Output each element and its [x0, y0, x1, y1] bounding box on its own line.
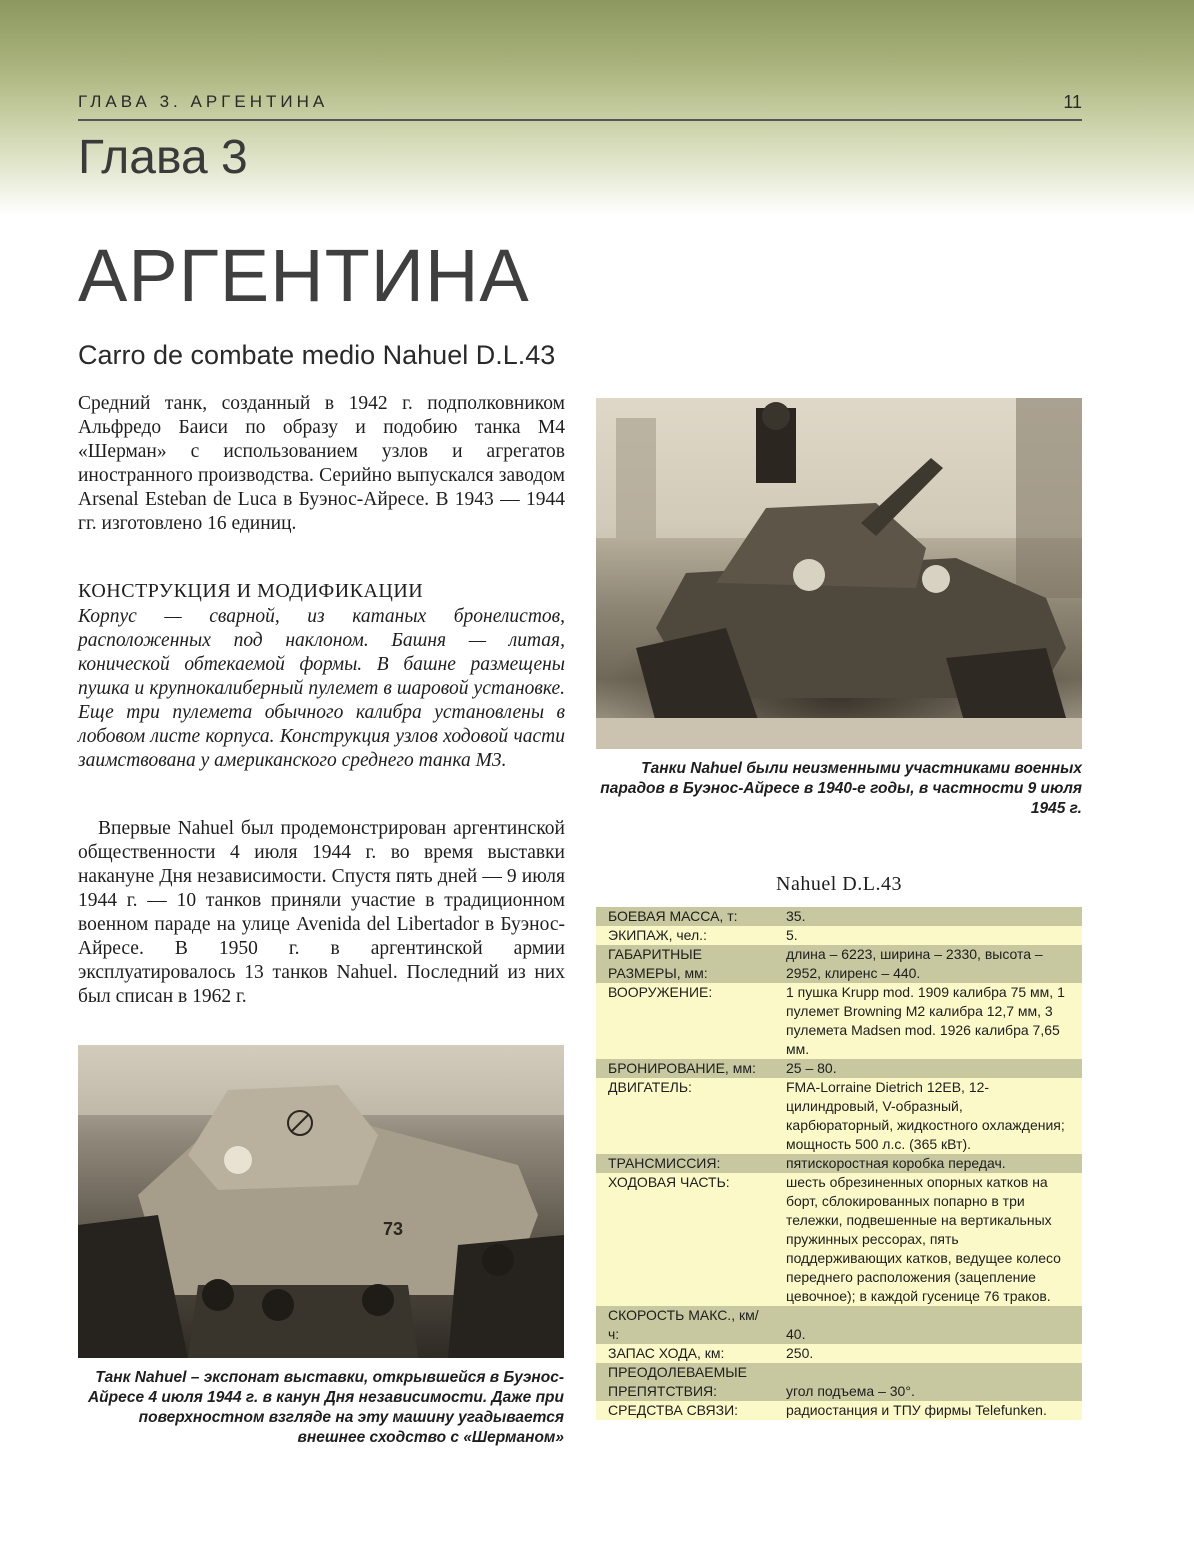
intro-paragraph: Средний танк, созданный в 1942 г. подполковником Альфредо Баиси по образу и подобию танка М4 «Шерман» с использованием узлов и агрегатов иностранного производства. Серийно выпускался заводом Arsenal Esteban de Luca в Буэнос-Айресе. В 1943 — 1944 гг. изготовлено 16 единиц. [78, 393, 565, 534]
spec-row [596, 926, 1082, 945]
spec-table-title: Nahuel D.L.43 [776, 873, 902, 895]
spec-label: ЭКИПАЖ, чел.: [608, 927, 707, 943]
spec-value: радиостанция и ТПУ фирмы Telefunken. [786, 1402, 1047, 1418]
spec-row [596, 1173, 1082, 1306]
spec-label: ДВИГАТЕЛЬ: [608, 1079, 692, 1095]
spec-value: 25 – 80. [786, 1060, 837, 1076]
spec-value: 250. [786, 1345, 814, 1361]
spec-row [596, 1059, 1082, 1078]
page-header [78, 92, 1082, 120]
spec-label: ВООРУЖЕНИЕ: [608, 984, 713, 1000]
parade-tank-photo [596, 398, 1082, 749]
spec-row [596, 1154, 1082, 1173]
spec-label: БОЕВАЯ МАССА, т: [608, 908, 738, 924]
parade-photo-caption: Танки Nahuel были неизменными участниками военных парадов в Буэнос-Айресе в 1940-е годы, в частности 9 июля 1945 г. [600, 760, 1082, 817]
spec-label: СКОРОСТЬ МАКС., км/ч: [608, 1307, 759, 1342]
construction-paragraph: Корпус — сварной, из катаных бронелистов, расположенных под наклоном. Башня — литая, конической обтекаемой формы. В башне размещены пушка и крупнокалиберный пулемет в шаровой установке. Еще три пулемета обычного калибра установлены в лобовом листе корпуса. Конструкция узлов ходовой части заимствована у американского среднего танка М3. [78, 606, 565, 771]
spec-label: ХОДОВАЯ ЧАСТЬ: [608, 1174, 730, 1190]
spec-label: СРЕДСТВА СВЯЗИ: [608, 1402, 739, 1418]
spec-value: FMA-Lorraine Dietrich 12EB, 12-цилиндровый, V-образный, карбюраторный, жидкостного охлаждения; мощность 500 л.с. (365 кВт). [786, 1079, 1065, 1152]
spec-label: ЗАПАС ХОДА, км: [608, 1345, 725, 1361]
spec-label: БРОНИРОВАНИЕ, мм: [608, 1060, 756, 1076]
spec-value: 1 пушка Krupp mod. 1909 калибра 75 мм, 1 пулемет Browning M2 калибра 12,7 мм, 3 пулемета Madsen mod. 1926 калибра 7,65 мм. [786, 984, 1065, 1057]
spec-value: шесть обрезиненных опорных катков на борт, сблокированных попарно в три тележки, подвешенные на вертикальных пружинных рессорах, пять поддерживающих катков, ведущее колесо переднего расположения (зацепление цевочное); в каждой гусенице 76 траков. [786, 1174, 1061, 1304]
hull-number: 73 [383, 1219, 404, 1239]
header-rule [78, 119, 1082, 121]
spec-row [596, 907, 1082, 926]
chapter-label: Глава 3 [78, 131, 248, 184]
spec-label: ГАБАРИТНЫЕ РАЗМЕРЫ, мм: [608, 946, 708, 981]
spec-row [596, 1306, 1082, 1344]
spec-value: пятискоростная коробка передач. [786, 1155, 1006, 1171]
spec-row [596, 1401, 1082, 1420]
spec-row [596, 945, 1082, 983]
spec-label: ТРАНСМИССИЯ: [608, 1155, 721, 1171]
spec-row [596, 1363, 1082, 1401]
spec-row [596, 1078, 1082, 1154]
spec-value: 35. [786, 908, 806, 924]
history-paragraph: Впервые Nahuel был продемонстрирован аргентинской общественности 4 июля 1944 г. во время выставки накануне Дня независимости. Спустя пять дней — 9 июля 1944 г. — 10 танков приняли участие в традиционном военном параде на улице Avenida del Libertador в Буэнос-Айресе. В 1950 г. в аргентинской армии эксплуатировалось 13 танков Nahuel. Последний из них был списан в 1962 г. [78, 818, 565, 1007]
exhibition-tank-photo [78, 1045, 564, 1358]
spec-label: ПРЕОДОЛЕВАЕМЫЕ ПРЕПЯТСТВИЯ: [608, 1364, 748, 1399]
spec-row [596, 1344, 1082, 1363]
spec-value: 40. [786, 1326, 806, 1342]
spec-table [596, 907, 1082, 1420]
spec-row [596, 983, 1082, 1059]
page-number: 11 [1063, 92, 1082, 112]
section-heading: Carro de combate medio Nahuel D.L.43 [78, 340, 556, 370]
spec-value: длина – 6223, ширина – 2330, высота – 2952, клиренс – 440. [786, 946, 1043, 981]
running-head: ГЛАВА 3. АРГЕНТИНА [78, 92, 329, 111]
spec-value: угол подъема – 30°. [786, 1383, 915, 1399]
construction-subheading: КОНСТРУКЦИЯ И МОДИФИКАЦИИ [78, 580, 424, 602]
spec-value: 5. [786, 927, 798, 943]
exhibition-photo-caption: Танк Nahuel – экспонат выставки, открывшейся в Буэнос-Айресе 4 июля 1944 г. в канун Дня независимости. Даже при поверхностном взгляде на эту машину угадывается внешнее сходство с «Шерманом» [87, 1369, 564, 1446]
chapter-title: АРГЕНТИНА [78, 234, 530, 317]
